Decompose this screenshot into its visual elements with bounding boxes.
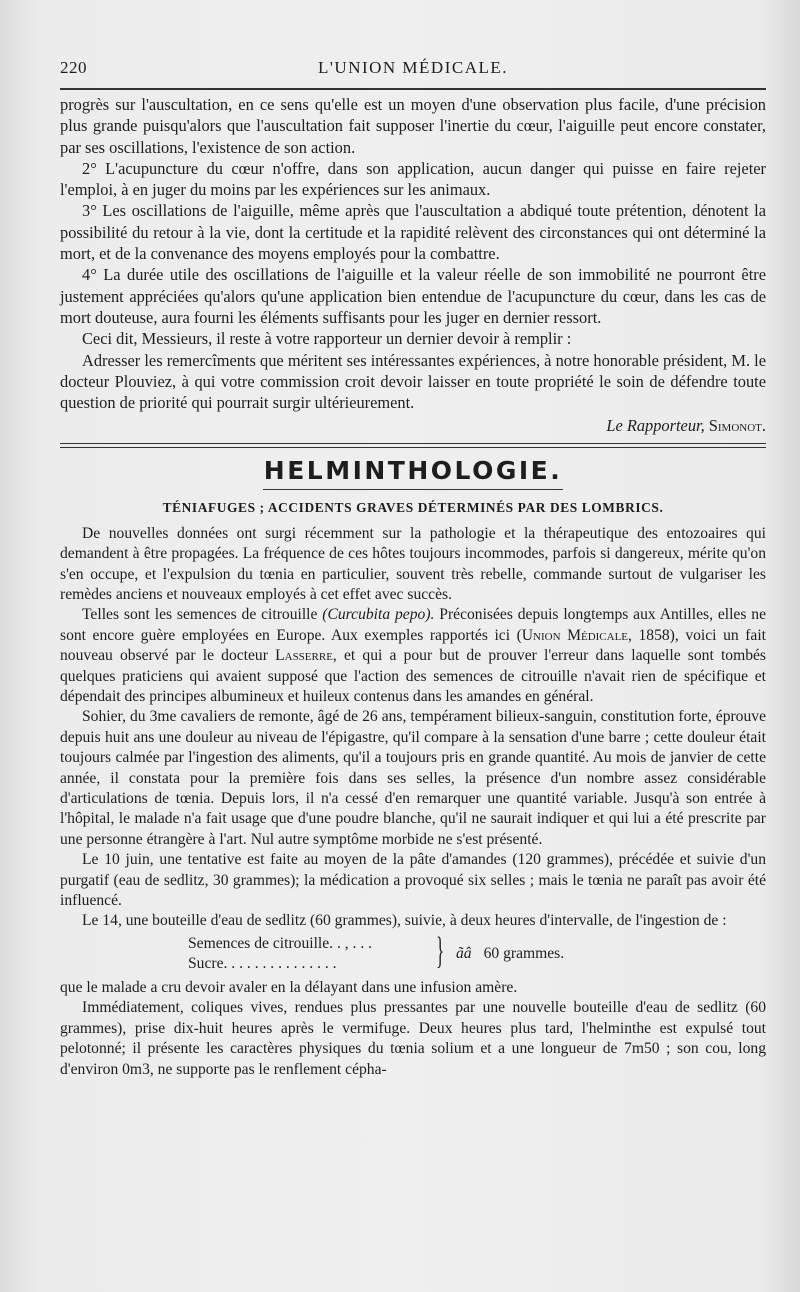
- ana-abbreviation: ãâ: [456, 944, 472, 962]
- text-run: , 1858), voici un fait nouveau observé par le docteur: [60, 626, 767, 665]
- signature-name: Simonot.: [708, 416, 766, 436]
- brace-glyph: }: [436, 929, 445, 972]
- report-paragraph: 3° Les oscillations de l'aiguille, même après que l'auscultation a abdiqué toute prétention, dénotent la possibilité du retour à la vie, dont la certitude et la rapidité relèvent des circonstances qui ont déterminé la mort, et de la convenance des moyens employés pour la combattre.: [60, 201, 766, 264]
- running-head: [60, 56, 766, 82]
- helminthology-article: [60, 524, 766, 1080]
- text-run: , et qui a pour but de prouver l'erreur dans laquelle sont tombés quelques praticiens qui avaient supposé que l'action des semences de citrouille n'avait rien de spécifique et dépendait des principes albumineux et huileux contenus dans les amandes en général.: [60, 647, 766, 705]
- section-subtitle: TÉNIAFUGES ; ACCIDENTS GRAVES DÉTERMINÉS PAR DES LOMBRICS.: [162, 499, 664, 515]
- report-paragraph: 4° La durée utile des oscillations de l'aiguille et la valeur réelle de son immobilité ne pourront être justement appréciées qu'alors qu'une application bien entendue de l'acupuncture du cœur, dans les cas de mort douteuse, aura fourni les éléments suffisants pour les juger en dernier ressort.: [60, 265, 766, 327]
- report-conclusion: [60, 94, 766, 437]
- report-paragraph: Ceci dit, Messieurs, il reste à votre rapporteur un dernier devoir à remplir :: [82, 329, 572, 349]
- recipe-dose: [456, 944, 564, 964]
- page-number: 220: [60, 58, 87, 77]
- recipe-item: Semences de citrouille. . , . . .: [188, 934, 373, 952]
- signature: [60, 415, 766, 436]
- recipe: [60, 929, 766, 976]
- section-divider: [60, 443, 766, 448]
- text-run: Préconisées depuis longtemps aux Antilles, elles ne sont encore guère employées en Europe. Aux exemples rapportés ici (: [60, 606, 766, 644]
- section-title: HELMINTHOLOGIE.: [263, 455, 563, 485]
- report-paragraph: 2° L'acupuncture du cœur n'offre, dans son application, aucun danger qui puisse en faire rejeter l'emploi, à en juger du moins par les expériences sur les animaux.: [60, 158, 766, 200]
- recipe-item: Sucre. . . . . . . . . . . . . . .: [188, 954, 337, 972]
- article-paragraph-citrouille: [60, 605, 766, 707]
- latin-name: (Curcubita pepo).: [322, 606, 435, 624]
- article-paragraph: que le malade a cru devoir avaler en la délayant dans une infusion amère.: [60, 978, 518, 996]
- article-paragraph: Le 10 juin, une tentative est faite au moyen de la pâte d'amandes (120 grammes), précédée et suivie d'un purgatif (eau de sedlitz, 30 grammes); la médication a provoqué six selles ; mais le tœnia ne paraît pas avoir été influencé.: [60, 851, 766, 910]
- header-rule: [60, 88, 766, 90]
- title-rule: [263, 489, 563, 490]
- report-paragraph: Adresser les remercîments que méritent ses intéressantes expériences, à notre honorable président, M. le docteur Plouviez, à qui votre commission croit devoir laisser en toute propriété le soin de défendre toute question de priorité qui pourrait surgir ultérieurement.: [60, 350, 766, 413]
- doctor-name: Lasserre: [275, 647, 333, 665]
- article-paragraph: Sohier, du 3me cavaliers de remonte, âgé de 26 ans, tempérament bilieux-sanguin, constitution forte, éprouve depuis huit ans une douleur au niveau de l'épigastre, qu'il compare à la sensation d'une barre ; cette douleur était toujours calmée par l'ingestion des aliments, qu'il a toujours pris en grande quantité. Au mois de janvier de cette année, il constata pour la première fois dans ses selles, la présence d'un nombre assez considérable d'articulations de tœnia. Depuis lors, il n'a cessé d'en remarquer une quantité variable. Jusqu'à son entrée à l'hôpital, le malade n'a fait usage que d'une poudre blanche, qu'il ne saurait indiquer et qui lui a été prescrite par une personne étrangère à l'art. Nul autre symptôme morbide ne s'est présenté.: [60, 708, 766, 848]
- article-paragraph: Le 14, une bouteille d'eau de sedlitz (60 grammes), suivie, à deux heures d'intervalle, de l'ingestion de :: [82, 912, 727, 930]
- signature-role: Le Rapporteur,: [606, 416, 705, 436]
- journal-reference: Union Médicale: [521, 626, 629, 644]
- dose-amount: 60 grammes.: [483, 944, 565, 962]
- recipe-items: [188, 934, 372, 974]
- report-paragraph: progrès sur l'auscultation, en ce sens qu'elle est un moyen d'une observation plus facile, d'une précision plus grande puisqu'alors que l'auscultation fait supposer l'inertie du cœur, l'aiguille peut encore constater, par ses oscillations, l'existence de son action.: [60, 95, 766, 157]
- journal-title: L'UNION MÉDICALE.: [317, 58, 509, 77]
- article-paragraph: De nouvelles données ont surgi récemment sur la pathologie et la thérapeutique des entozoaires qui demandent à être propagées. La fréquence de ces hôtes toujours incommodes, parfois si dangereux, mérite qu'on s'en occupe, et l'expulsion du tœnia en particulier, souvent très rebelle, commande surtout de vulgariser les remèdes anciens et nouveaux employés à cet effet avec succès.: [60, 524, 766, 603]
- article-paragraph: Immédiatement, coliques vives, rendues plus pressantes par une nouvelle bouteille d'eau de sedlitz (60 grammes), prise dix-huit heures après le vermifuge. Deux heures plus tard, l'helminthe est expulsé tout pelotonné; il présente les caractères physiques du tœnia solium et a une longueur de 7m50 ; son cou, long d'environ 0m3, ne supporte pas le renflement cépha-: [60, 999, 766, 1078]
- text-run: Telles sont les semences de citrouille: [82, 606, 323, 624]
